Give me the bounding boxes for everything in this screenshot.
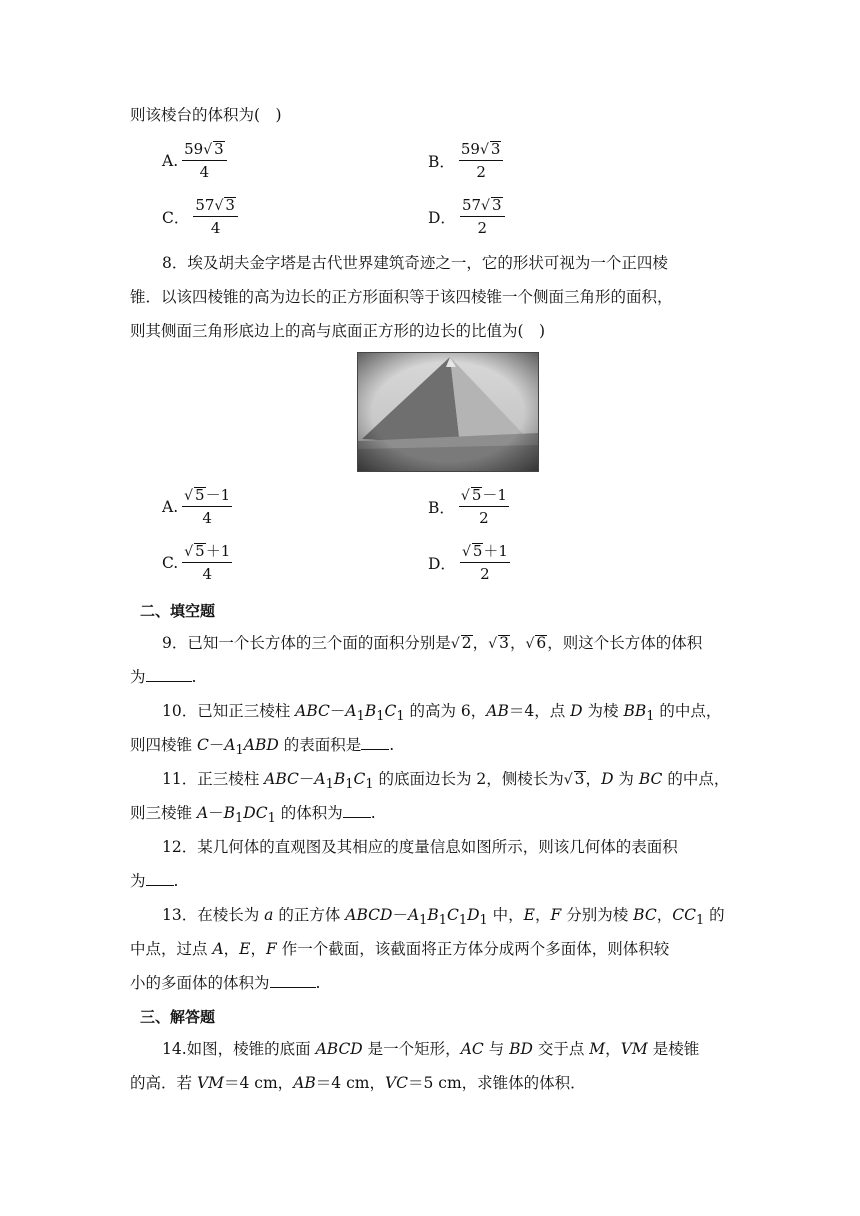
q7-option-c: C． $\frac{57√ 3}{4}$ bbox=[162, 196, 238, 238]
q14-line-1: 14.如图，棱锥的底面 ABCD 是一个矩形，AC 与 BD 交于点 M，VM 是棱锥 bbox=[162, 1040, 700, 1058]
q12-line-2: 为 . bbox=[130, 872, 179, 890]
fraction: $\frac{√ 5-1}{2}$ bbox=[460, 486, 507, 527]
fraction: $\frac{√ 5+1}{4}$ bbox=[184, 542, 231, 583]
answer-blank[interactable] bbox=[270, 973, 316, 988]
q8-option-d: D． $\frac{√ 5+1}{2}$ bbox=[428, 542, 508, 583]
section-heading-answer: 三、解答题 bbox=[140, 1008, 216, 1026]
q14-line-2: 的高．若 VM＝4 cm，AB＝4 cm，VC＝5 cm，求锥体的体积． bbox=[130, 1074, 586, 1092]
answer-blank[interactable] bbox=[146, 871, 174, 886]
q11-line-1: 11．正三棱柱 $ABC-A_1B_1C_1$ 的底面边长为 2，侧棱长为√ 3，D 为 BC 的中点， bbox=[162, 770, 730, 793]
q8-option-c: C. $\frac{√ 5+1}{4}$ bbox=[162, 542, 231, 583]
q7-option-b: B． $\frac{59√ 3}{2}$ bbox=[428, 140, 503, 182]
q8-option-a: A. $\frac{√ 5-1}{4}$ bbox=[162, 486, 231, 527]
q9-line-2: 为 . bbox=[130, 668, 197, 686]
section-heading-fill: 二、填空题 bbox=[140, 602, 216, 620]
answer-blank[interactable] bbox=[361, 735, 389, 750]
q9-line-1: 9．已知一个长方体的三个面的面积分别是√ 2，√ 3，√ 6，则这个长方体的体积 bbox=[162, 634, 703, 652]
q13-line-3: 小的多面体的体积为 . bbox=[130, 974, 321, 992]
q12-line-1: 12．某几何体的直观图及其相应的度量信息如图所示，则该几何体的表面积 bbox=[162, 838, 678, 856]
pyramid-photo bbox=[357, 352, 539, 472]
q13-line-2: 中点，过点 A，E，F 作一个截面，该截面将正方体分成两个多面体，则体积较 bbox=[130, 940, 670, 958]
q13-line-1: 13．在棱长为 a 的正方体 $ABCD-A_1B_1C_1D_1$ 中，E，F 分别为棱 BC，$CC_1$ 的 bbox=[162, 906, 725, 929]
fraction: $\frac{59√ 3}{2}$ bbox=[459, 140, 504, 182]
fraction: $\frac{57√ 3}{2}$ bbox=[460, 196, 505, 238]
q7-option-a: A. $\frac{59√ 3}{4}$ bbox=[162, 140, 227, 182]
q10-line-1: 10．已知正三棱柱 $ABC-A_1B_1C_1$ 的高为 6，AB＝4，点 D 为棱 $BB_1$ 的中点， bbox=[162, 702, 722, 725]
q8-line-2: 锥．以该四棱锥的高为边长的正方形面积等于该四棱锥一个侧面三角形的面积， bbox=[130, 288, 673, 306]
answer-blank[interactable] bbox=[343, 803, 371, 818]
q8-line-3: 则其侧面三角形底边上的高与底面正方形的边长的比值为( ) bbox=[130, 322, 546, 340]
fraction: $\frac{57√ 3}{4}$ bbox=[193, 196, 238, 238]
fraction: $\frac{59√ 3}{4}$ bbox=[182, 140, 227, 182]
q11-line-2: 则三棱锥 $A-B_1DC_1$ 的体积为 . bbox=[130, 804, 376, 827]
q7-stem-tail: 则该棱台的体积为( ) bbox=[130, 106, 282, 124]
pyramid-icon bbox=[358, 353, 538, 471]
q8-line-1: 8．埃及胡夫金字塔是古代世界建筑奇迹之一，它的形状可视为一个正四棱 bbox=[162, 254, 668, 272]
answer-blank[interactable] bbox=[146, 667, 192, 682]
q10-line-2: 则四棱锥 $C-A_1ABD$ 的表面积是 . bbox=[130, 736, 395, 759]
fraction: $\frac{√ 5-1}{4}$ bbox=[184, 486, 231, 527]
q8-option-b: B． $\frac{√ 5-1}{2}$ bbox=[428, 486, 507, 527]
fraction: $\frac{√ 5+1}{2}$ bbox=[461, 542, 508, 583]
q7-option-d: D． $\frac{57√ 3}{2}$ bbox=[428, 196, 505, 238]
